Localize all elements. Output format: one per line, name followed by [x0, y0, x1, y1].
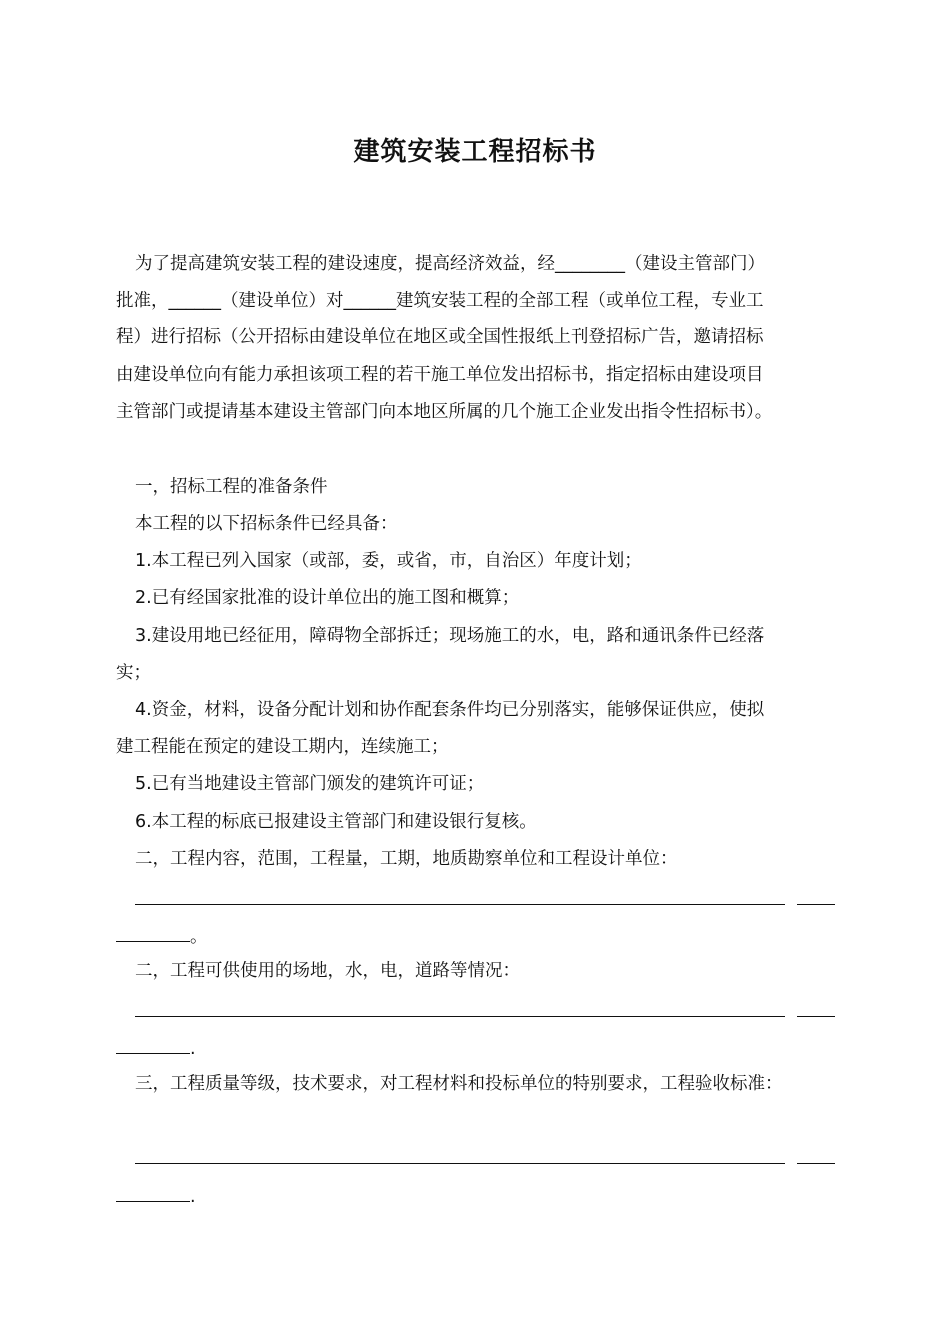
- section-1-heading: 一，招标工程的准备条件: [135, 477, 328, 497]
- intro-line-3: 程）进行招标（公开招标由建设单位在地区或全国性报纸上刊登招标广告，邀请招标: [116, 327, 764, 347]
- intro-line-4: 由建设单位向有能力承担该项工程的若干施工单位发出招标书，指定招标由建设项目: [116, 365, 764, 385]
- document-title: 建筑安装工程招标书: [353, 137, 597, 167]
- section-2-heading: 二，工程内容，范围，工程量，工期，地质勘察单位和工程设计单位：: [135, 849, 678, 869]
- fill-in-line: [135, 1163, 835, 1164]
- condition-item-1: 1.本工程已列入国家（或部，委，或省，市，自治区）年度计划；: [135, 551, 642, 571]
- fill-in-line-end: [116, 1036, 196, 1062]
- fill-in-line-end: [116, 1184, 196, 1210]
- condition-item-3: 3.建设用地已经征用，障碍物全部拆迁；现场施工的水，电，路和通讯条件已经落: [135, 626, 765, 646]
- condition-item-4-cont: 建工程能在预定的建设工期内，连续施工；: [116, 737, 449, 757]
- intro-line-5: 主管部门或提请基本建设主管部门向本地区所属的几个施工企业发出指令性招标书）。: [116, 402, 773, 422]
- line-end-mark: .: [190, 1187, 196, 1207]
- line-end-mark: 。: [190, 927, 208, 947]
- line-end-mark: .: [190, 1039, 196, 1059]
- fill-in-line: [135, 1016, 835, 1017]
- section-4-heading: 三，工程质量等级，技术要求，对工程材料和投标单位的特别要求，工程验收标准：: [135, 1074, 783, 1094]
- condition-item-5: 5.已有当地建设主管部门颁发的建筑许可证；: [135, 774, 485, 794]
- section-1-lead: 本工程的以下招标条件已经具备：: [135, 514, 398, 534]
- condition-item-4: 4.资金，材料，设备分配计划和协作配套条件均已分别落实，能够保证供应，使拟: [135, 700, 765, 720]
- fill-in-line: [135, 904, 835, 905]
- condition-item-6: 6.本工程的标底已报建设主管部门和建设银行复核。: [135, 812, 537, 832]
- intro-line-1: 为了提高建筑安装工程的建设速度，提高经济效益，经________（建设主管部门）: [135, 254, 765, 274]
- condition-item-2: 2.已有经国家批准的设计单位出的施工图和概算；: [135, 588, 520, 608]
- condition-item-3-cont: 实；: [116, 663, 151, 683]
- section-3-heading: 二，工程可供使用的场地，水，电，道路等情况：: [135, 961, 520, 981]
- intro-line-2: 批准，______（建设单位）对______建筑安装工程的全部工程（或单位工程，专业工: [116, 291, 764, 311]
- fill-in-line-end: [116, 924, 208, 950]
